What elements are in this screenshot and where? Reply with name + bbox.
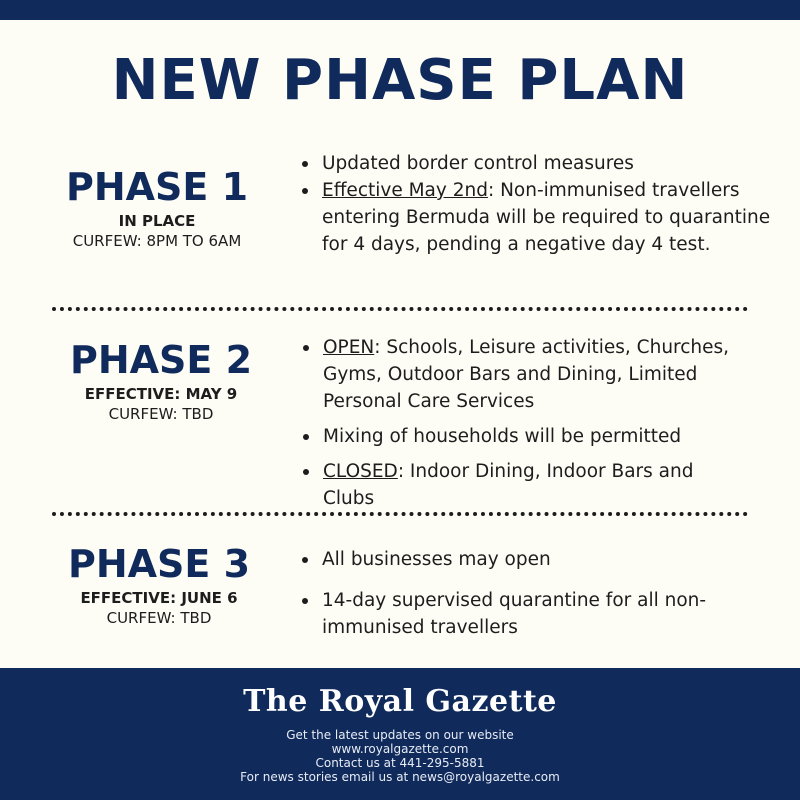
phase-1-bullets bbox=[302, 150, 772, 258]
phase-1-curfew: CURFEW: 8PM TO 6AM bbox=[72, 232, 242, 250]
phase-3-bullets bbox=[302, 546, 722, 641]
footer bbox=[0, 668, 800, 800]
phase-2-status: EFFECTIVE: MAY 9 bbox=[84, 385, 238, 403]
brand-logo: The Royal Gazette bbox=[243, 684, 557, 719]
list-item: Updated border control measures bbox=[302, 150, 772, 177]
phase-2-name: PHASE 2 bbox=[69, 338, 253, 382]
phase-1-name: PHASE 1 bbox=[65, 165, 249, 209]
list-item: Effective May 2nd: Non-immunised travellers entering Bermuda will be required to quarantine for 4 days, pending a negative day 4 test. bbox=[302, 177, 772, 258]
list-item: CLOSED: Indoor Dining, Indoor Bars and Clubs bbox=[303, 458, 703, 512]
list-item: 14-day supervised quarantine for all non-immunised travellers bbox=[302, 587, 722, 641]
footer-contact: Contact us at 441-295-5881 bbox=[315, 756, 485, 770]
phase-1-status: IN PLACE bbox=[118, 212, 196, 230]
phase-1-header bbox=[32, 165, 282, 251]
phase-2-curfew: CURFEW: TBD bbox=[108, 405, 214, 423]
phase-2-bullets bbox=[303, 334, 763, 512]
list-item: Mixing of households will be permitted bbox=[303, 423, 763, 450]
footer-website-note: Get the latest updates on our website bbox=[286, 728, 514, 742]
dotted-divider bbox=[52, 512, 748, 516]
phase-3-curfew: CURFEW: TBD bbox=[106, 609, 212, 627]
top-bar bbox=[0, 0, 800, 20]
footer-email[interactable]: For news stories email us at news@royalgazette.com bbox=[240, 770, 560, 784]
phase-2-header bbox=[36, 338, 286, 424]
phase-3-status: EFFECTIVE: JUNE 6 bbox=[80, 589, 238, 607]
list-item: All businesses may open bbox=[302, 546, 722, 573]
phase-3-name: PHASE 3 bbox=[67, 542, 251, 586]
list-item: OPEN: Schools, Leisure activities, Churches, Gyms, Outdoor Bars and Dining, Limited Personal Care Services bbox=[303, 334, 763, 415]
phase-3-header bbox=[34, 542, 284, 628]
dotted-divider bbox=[52, 307, 748, 311]
footer-website-link[interactable]: www.royalgazette.com bbox=[331, 742, 469, 756]
page-title: NEW PHASE PLAN bbox=[111, 48, 689, 113]
